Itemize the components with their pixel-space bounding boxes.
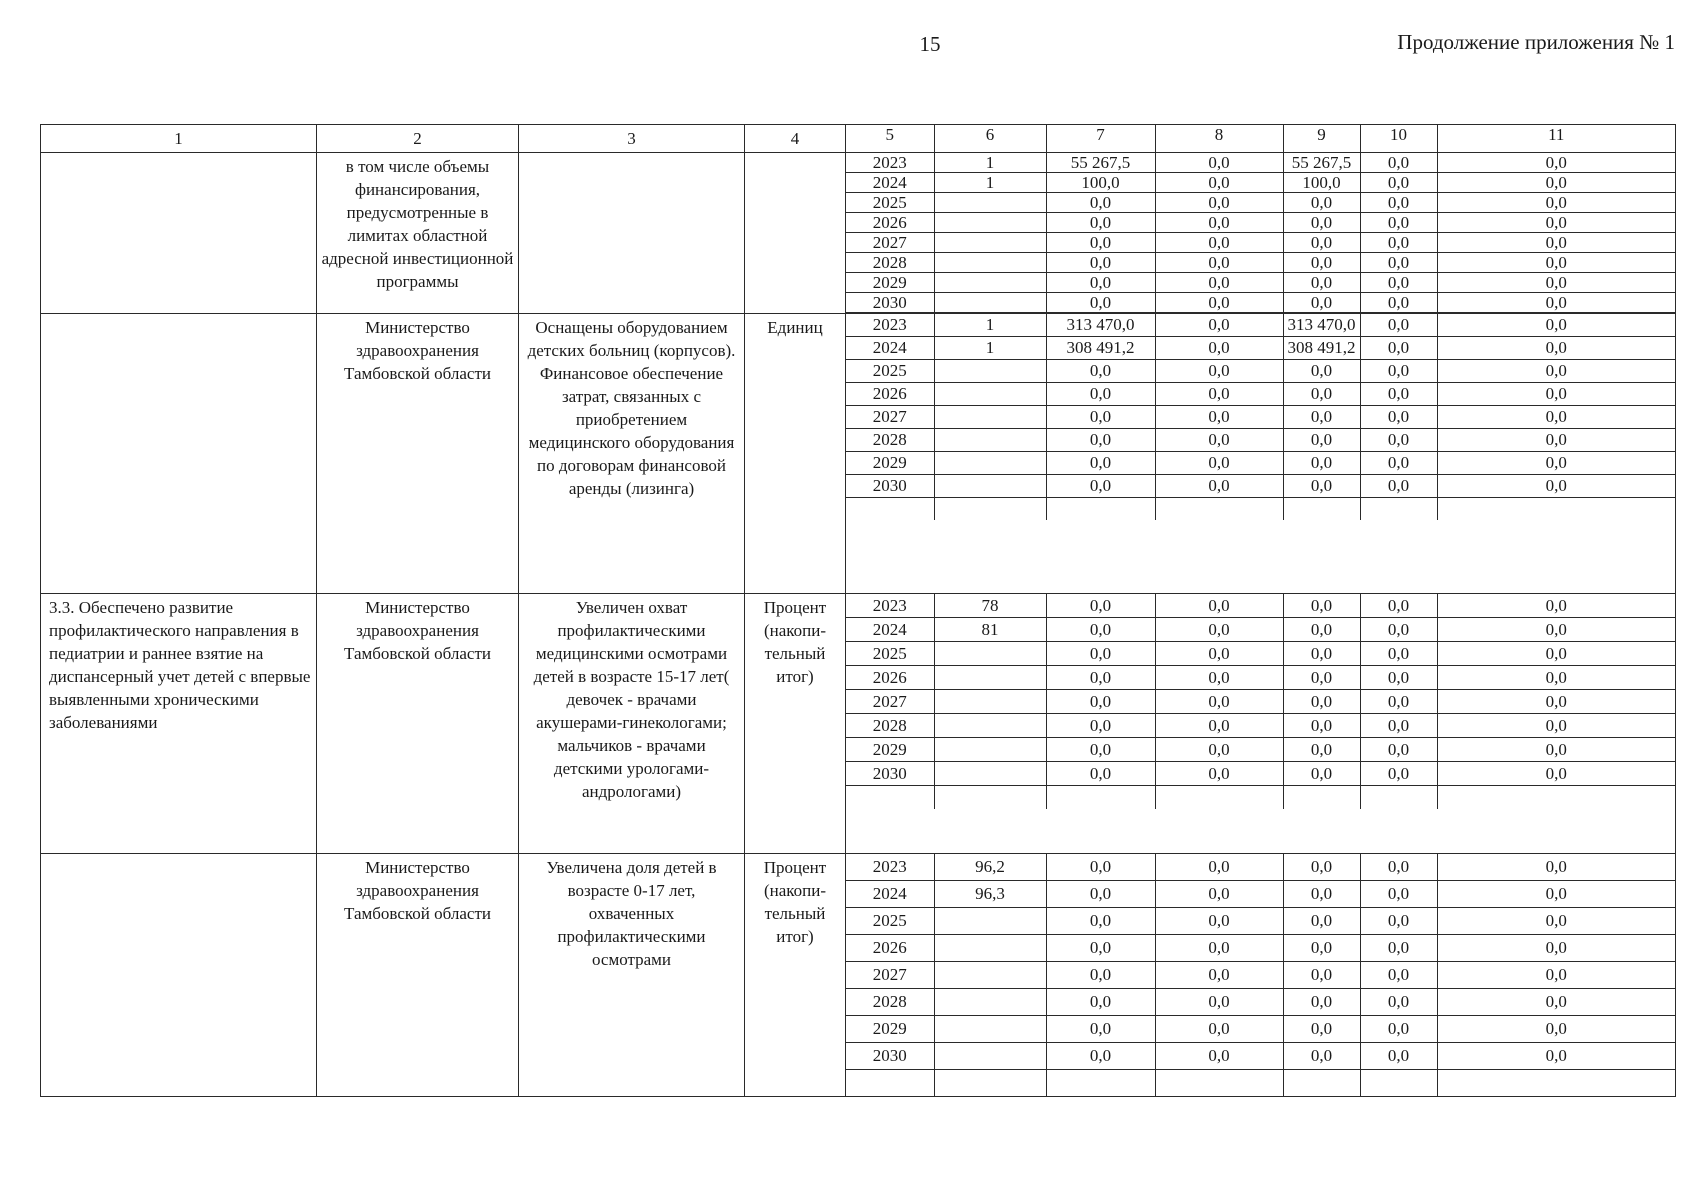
federal-funding-cell: 0,0	[1155, 690, 1283, 714]
year-cell: 2023	[846, 314, 934, 337]
year-row	[846, 213, 1675, 233]
yearly-values-cell	[846, 153, 1676, 314]
federal-funding-cell: 0,0	[1155, 253, 1283, 273]
regional-funding-cell: 0,0	[1283, 594, 1360, 618]
year-cell: 2023	[846, 153, 934, 173]
indicator-value-cell	[934, 429, 1046, 452]
indicator-value-cell	[934, 452, 1046, 475]
regional-funding-cell: 0,0	[1283, 253, 1360, 273]
column-header: 11	[1437, 125, 1675, 152]
regional-funding-cell: 0,0	[1283, 213, 1360, 233]
year-cell: 2030	[846, 293, 934, 313]
indicator-value-cell	[934, 935, 1046, 962]
other-sources-cell: 0,0	[1437, 962, 1675, 989]
other-sources-cell: 0,0	[1437, 337, 1675, 360]
year-row	[846, 690, 1675, 714]
local-funding-cell: 0,0	[1360, 253, 1437, 273]
federal-funding-cell: 0,0	[1155, 714, 1283, 738]
federal-funding-cell: 0,0	[1155, 337, 1283, 360]
local-funding-cell: 0,0	[1360, 475, 1437, 498]
indicator-value-cell	[934, 475, 1046, 498]
local-funding-cell: 0,0	[1360, 452, 1437, 475]
other-sources-cell: 0,0	[1437, 594, 1675, 618]
year-row	[846, 273, 1675, 293]
year-cell: 2029	[846, 738, 934, 762]
year-row	[846, 618, 1675, 642]
total-funding-cell: 0,0	[1046, 233, 1155, 253]
indicator-value-cell	[934, 1016, 1046, 1043]
year-cell: 2026	[846, 935, 934, 962]
year-row	[846, 173, 1675, 193]
year-row	[846, 935, 1675, 962]
local-funding-cell: 0,0	[1360, 962, 1437, 989]
column-header: 4	[745, 125, 846, 153]
local-funding-cell: 0,0	[1360, 738, 1437, 762]
federal-funding-cell: 0,0	[1155, 962, 1283, 989]
regional-funding-cell: 0,0	[1283, 273, 1360, 293]
year-row	[846, 253, 1675, 273]
table-row	[41, 594, 1676, 854]
federal-funding-cell: 0,0	[1155, 618, 1283, 642]
indicator-value-cell	[934, 690, 1046, 714]
federal-funding-cell: 0,0	[1155, 383, 1283, 406]
other-sources-cell: 0,0	[1437, 173, 1675, 193]
federal-funding-cell: 0,0	[1155, 314, 1283, 337]
regional-funding-cell: 0,0	[1283, 1043, 1360, 1070]
total-funding-cell: 0,0	[1046, 452, 1155, 475]
year-cell: 2029	[846, 452, 934, 475]
total-funding-cell: 0,0	[1046, 989, 1155, 1016]
column-header: 6	[934, 125, 1046, 152]
column-header-group	[846, 125, 1676, 153]
federal-funding-cell: 0,0	[1155, 1043, 1283, 1070]
total-funding-cell: 0,0	[1046, 594, 1155, 618]
federal-funding-cell: 0,0	[1155, 193, 1283, 213]
total-funding-cell: 0,0	[1046, 881, 1155, 908]
regional-funding-cell: 308 491,2	[1283, 337, 1360, 360]
year-cell: 2027	[846, 690, 934, 714]
regional-funding-cell: 100,0	[1283, 173, 1360, 193]
regional-funding-cell: 0,0	[1283, 989, 1360, 1016]
indicator-value-cell	[934, 642, 1046, 666]
indicator-description: Увеличена доля детей в возрасте 0-17 лет, охваченных профилактическими осмотрами	[546, 858, 717, 969]
year-cell: 2025	[846, 193, 934, 213]
year-row	[846, 881, 1675, 908]
column-header: 7	[1046, 125, 1155, 152]
regional-funding-cell: 0,0	[1283, 360, 1360, 383]
local-funding-cell: 0,0	[1360, 989, 1437, 1016]
local-funding-cell: 0,0	[1360, 293, 1437, 313]
indicator-value-cell	[934, 762, 1046, 786]
page-number: 15	[919, 32, 941, 56]
indicator-value-cell: 1	[934, 337, 1046, 360]
total-funding-cell: 0,0	[1046, 475, 1155, 498]
federal-funding-cell: 0,0	[1155, 213, 1283, 233]
other-sources-cell: 0,0	[1437, 314, 1675, 337]
responsible-executor: Министерство здравоохранения Тамбовской области	[344, 858, 491, 923]
result-description	[41, 153, 316, 157]
year-cell: 2028	[846, 714, 934, 738]
regional-funding-cell: 0,0	[1283, 935, 1360, 962]
federal-funding-cell: 0,0	[1155, 406, 1283, 429]
federal-funding-cell: 0,0	[1155, 854, 1283, 881]
regional-funding-cell: 0,0	[1283, 854, 1360, 881]
year-cell: 2026	[846, 383, 934, 406]
federal-funding-cell: 0,0	[1155, 273, 1283, 293]
regional-funding-cell: 0,0	[1283, 429, 1360, 452]
responsible-executor: Министерство здравоохранения Тамбовской области	[344, 598, 491, 663]
result-description	[41, 854, 316, 858]
local-funding-cell: 0,0	[1360, 881, 1437, 908]
other-sources-cell: 0,0	[1437, 908, 1675, 935]
other-sources-cell: 0,0	[1437, 213, 1675, 233]
other-sources-cell: 0,0	[1437, 293, 1675, 313]
year-row	[846, 233, 1675, 253]
local-funding-cell: 0,0	[1360, 642, 1437, 666]
indicator-value-cell	[934, 293, 1046, 313]
local-funding-cell: 0,0	[1360, 714, 1437, 738]
year-row	[846, 293, 1675, 313]
year-row	[846, 475, 1675, 498]
yearly-values-cell	[846, 314, 1676, 594]
year-row	[846, 193, 1675, 213]
indicator-value-cell	[934, 273, 1046, 293]
regional-funding-cell: 0,0	[1283, 406, 1360, 429]
year-cell: 2029	[846, 273, 934, 293]
other-sources-cell: 0,0	[1437, 153, 1675, 173]
other-sources-cell: 0,0	[1437, 762, 1675, 786]
total-funding-cell: 0,0	[1046, 1016, 1155, 1043]
federal-funding-cell: 0,0	[1155, 642, 1283, 666]
regional-funding-cell: 313 470,0	[1283, 314, 1360, 337]
federal-funding-cell: 0,0	[1155, 293, 1283, 313]
federal-funding-cell: 0,0	[1155, 360, 1283, 383]
regional-funding-cell: 0,0	[1283, 666, 1360, 690]
other-sources-cell: 0,0	[1437, 273, 1675, 293]
local-funding-cell: 0,0	[1360, 273, 1437, 293]
local-funding-cell: 0,0	[1360, 314, 1437, 337]
total-funding-cell: 313 470,0	[1046, 314, 1155, 337]
total-funding-cell: 0,0	[1046, 908, 1155, 935]
indicator-value-cell: 1	[934, 173, 1046, 193]
year-cell: 2026	[846, 666, 934, 690]
local-funding-cell: 0,0	[1360, 383, 1437, 406]
total-funding-cell: 308 491,2	[1046, 337, 1155, 360]
local-funding-cell: 0,0	[1360, 429, 1437, 452]
total-funding-cell: 0,0	[1046, 738, 1155, 762]
indicator-value-cell	[934, 233, 1046, 253]
total-funding-cell: 0,0	[1046, 213, 1155, 233]
year-row	[846, 666, 1675, 690]
total-funding-cell: 0,0	[1046, 429, 1155, 452]
year-row	[846, 594, 1675, 618]
unit-of-measure: Единиц	[767, 318, 823, 337]
indicator-description	[519, 153, 744, 157]
year-cell: 2024	[846, 173, 934, 193]
federal-funding-cell: 0,0	[1155, 233, 1283, 253]
year-row	[846, 314, 1675, 337]
regional-funding-cell: 0,0	[1283, 383, 1360, 406]
federal-funding-cell: 0,0	[1155, 173, 1283, 193]
year-row	[846, 738, 1675, 762]
year-row	[846, 452, 1675, 475]
column-header: 2	[317, 125, 519, 153]
result-description	[41, 314, 316, 318]
total-funding-cell: 0,0	[1046, 714, 1155, 738]
regional-funding-cell: 0,0	[1283, 962, 1360, 989]
local-funding-cell: 0,0	[1360, 666, 1437, 690]
indicator-value-cell	[934, 962, 1046, 989]
year-row	[846, 337, 1675, 360]
local-funding-cell: 0,0	[1360, 337, 1437, 360]
local-funding-cell: 0,0	[1360, 690, 1437, 714]
local-funding-cell: 0,0	[1360, 908, 1437, 935]
local-funding-cell: 0,0	[1360, 618, 1437, 642]
regional-funding-cell: 0,0	[1283, 690, 1360, 714]
indicator-value-cell	[934, 714, 1046, 738]
year-cell: 2024	[846, 881, 934, 908]
year-row	[846, 989, 1675, 1016]
indicator-value-cell	[934, 253, 1046, 273]
other-sources-cell: 0,0	[1437, 452, 1675, 475]
responsible-executor: в том числе объемы финансирования, предусмотренные в лимитах областной адресной инвестиционной программы	[321, 157, 514, 291]
total-funding-cell: 0,0	[1046, 406, 1155, 429]
year-cell: 2028	[846, 989, 934, 1016]
indicator-value-cell	[934, 908, 1046, 935]
year-cell: 2023	[846, 854, 934, 881]
total-funding-cell: 0,0	[1046, 854, 1155, 881]
federal-funding-cell: 0,0	[1155, 666, 1283, 690]
regional-funding-cell: 0,0	[1283, 618, 1360, 642]
year-cell: 2026	[846, 213, 934, 233]
other-sources-cell: 0,0	[1437, 642, 1675, 666]
other-sources-cell: 0,0	[1437, 854, 1675, 881]
column-header: 9	[1283, 125, 1360, 152]
other-sources-cell: 0,0	[1437, 360, 1675, 383]
local-funding-cell: 0,0	[1360, 406, 1437, 429]
total-funding-cell: 0,0	[1046, 762, 1155, 786]
year-row	[846, 854, 1675, 881]
result-description: 3.3. Обеспечено развитие профилактического направления в педиатрии и раннее взятие на диспансерный учет детей с впервые выявленными хроническими заболеваниями	[49, 598, 311, 732]
total-funding-cell: 0,0	[1046, 293, 1155, 313]
other-sources-cell: 0,0	[1437, 429, 1675, 452]
local-funding-cell: 0,0	[1360, 935, 1437, 962]
federal-funding-cell: 0,0	[1155, 429, 1283, 452]
year-cell: 2025	[846, 360, 934, 383]
year-cell: 2029	[846, 1016, 934, 1043]
year-cell: 2027	[846, 962, 934, 989]
other-sources-cell: 0,0	[1437, 1016, 1675, 1043]
other-sources-cell: 0,0	[1437, 881, 1675, 908]
year-cell: 2027	[846, 233, 934, 253]
regional-funding-cell: 0,0	[1283, 233, 1360, 253]
column-header: 10	[1360, 125, 1437, 152]
indicator-value-cell: 81	[934, 618, 1046, 642]
regional-funding-cell: 0,0	[1283, 475, 1360, 498]
year-cell: 2024	[846, 618, 934, 642]
regional-funding-cell: 0,0	[1283, 881, 1360, 908]
year-cell: 2030	[846, 762, 934, 786]
total-funding-cell: 0,0	[1046, 618, 1155, 642]
year-cell: 2024	[846, 337, 934, 360]
year-row	[846, 714, 1675, 738]
federal-funding-cell: 0,0	[1155, 153, 1283, 173]
indicator-value-cell	[934, 213, 1046, 233]
local-funding-cell: 0,0	[1360, 213, 1437, 233]
other-sources-cell: 0,0	[1437, 253, 1675, 273]
year-row	[846, 642, 1675, 666]
column-header: 1	[41, 125, 317, 153]
year-cell: 2023	[846, 594, 934, 618]
federal-funding-cell: 0,0	[1155, 452, 1283, 475]
local-funding-cell: 0,0	[1360, 153, 1437, 173]
year-row	[846, 962, 1675, 989]
federal-funding-cell: 0,0	[1155, 908, 1283, 935]
indicator-value-cell	[934, 193, 1046, 213]
federal-funding-cell: 0,0	[1155, 738, 1283, 762]
responsible-executor: Министерство здравоохранения Тамбовской области	[344, 318, 491, 383]
indicator-value-cell: 78	[934, 594, 1046, 618]
other-sources-cell: 0,0	[1437, 383, 1675, 406]
year-cell: 2028	[846, 429, 934, 452]
federal-funding-cell: 0,0	[1155, 762, 1283, 786]
unit-of-measure: Процент (накопи-тельный итог)	[763, 598, 827, 686]
local-funding-cell: 0,0	[1360, 173, 1437, 193]
indicator-value-cell	[934, 383, 1046, 406]
column-header: 8	[1155, 125, 1283, 152]
federal-funding-cell: 0,0	[1155, 881, 1283, 908]
total-funding-cell: 0,0	[1046, 1043, 1155, 1070]
total-funding-cell: 0,0	[1046, 383, 1155, 406]
other-sources-cell: 0,0	[1437, 690, 1675, 714]
other-sources-cell: 0,0	[1437, 989, 1675, 1016]
federal-funding-cell: 0,0	[1155, 1016, 1283, 1043]
local-funding-cell: 0,0	[1360, 762, 1437, 786]
indicator-value-cell	[934, 406, 1046, 429]
regional-funding-cell: 0,0	[1283, 452, 1360, 475]
regional-funding-cell: 0,0	[1283, 714, 1360, 738]
year-row	[846, 908, 1675, 935]
indicator-value-cell: 96,3	[934, 881, 1046, 908]
other-sources-cell: 0,0	[1437, 738, 1675, 762]
indicator-value-cell	[934, 1043, 1046, 1070]
year-cell: 2030	[846, 475, 934, 498]
total-funding-cell: 0,0	[1046, 935, 1155, 962]
total-funding-cell: 0,0	[1046, 193, 1155, 213]
indicator-value-cell	[934, 989, 1046, 1016]
regional-funding-cell: 0,0	[1283, 193, 1360, 213]
indicator-value-cell: 1	[934, 153, 1046, 173]
table-row	[41, 854, 1676, 1097]
year-row	[846, 153, 1675, 173]
total-funding-cell: 55 267,5	[1046, 153, 1155, 173]
total-funding-cell: 0,0	[1046, 666, 1155, 690]
year-row	[846, 406, 1675, 429]
appendix-continuation-label: Продолжение приложения № 1	[1397, 30, 1675, 54]
column-number-row	[41, 125, 1676, 153]
federal-funding-cell: 0,0	[1155, 594, 1283, 618]
yearly-values-cell	[846, 594, 1676, 854]
year-row	[846, 1016, 1675, 1043]
indicator-value-cell: 1	[934, 314, 1046, 337]
indicator-value-cell: 96,2	[934, 854, 1046, 881]
other-sources-cell: 0,0	[1437, 233, 1675, 253]
total-funding-cell: 0,0	[1046, 253, 1155, 273]
local-funding-cell: 0,0	[1360, 594, 1437, 618]
federal-funding-cell: 0,0	[1155, 935, 1283, 962]
other-sources-cell: 0,0	[1437, 618, 1675, 642]
year-cell: 2030	[846, 1043, 934, 1070]
year-cell: 2027	[846, 406, 934, 429]
year-cell: 2025	[846, 642, 934, 666]
indicator-description: Оснащены оборудованием детских больниц (корпусов). Финансовое обеспечение затрат, связанных с приобретением медицинского оборудования по договорам финансовой аренды (лизинга)	[527, 318, 736, 498]
local-funding-cell: 0,0	[1360, 1016, 1437, 1043]
local-funding-cell: 0,0	[1360, 360, 1437, 383]
other-sources-cell: 0,0	[1437, 406, 1675, 429]
total-funding-cell: 0,0	[1046, 962, 1155, 989]
regional-funding-cell: 0,0	[1283, 762, 1360, 786]
total-funding-cell: 0,0	[1046, 273, 1155, 293]
other-sources-cell: 0,0	[1437, 193, 1675, 213]
total-funding-cell: 100,0	[1046, 173, 1155, 193]
other-sources-cell: 0,0	[1437, 935, 1675, 962]
indicator-value-cell	[934, 666, 1046, 690]
other-sources-cell: 0,0	[1437, 666, 1675, 690]
regional-funding-cell: 0,0	[1283, 738, 1360, 762]
year-row	[846, 383, 1675, 406]
total-funding-cell: 0,0	[1046, 690, 1155, 714]
year-row	[846, 429, 1675, 452]
federal-funding-cell: 0,0	[1155, 989, 1283, 1016]
other-sources-cell: 0,0	[1437, 475, 1675, 498]
yearly-values-cell	[846, 854, 1676, 1097]
total-funding-cell: 0,0	[1046, 360, 1155, 383]
appendix-table	[40, 124, 1676, 1097]
year-cell: 2028	[846, 253, 934, 273]
other-sources-cell: 0,0	[1437, 714, 1675, 738]
regional-funding-cell: 0,0	[1283, 1016, 1360, 1043]
indicator-value-cell	[934, 360, 1046, 383]
regional-funding-cell: 0,0	[1283, 293, 1360, 313]
total-funding-cell: 0,0	[1046, 642, 1155, 666]
federal-funding-cell: 0,0	[1155, 475, 1283, 498]
table-row	[41, 153, 1676, 314]
column-header: 5	[885, 125, 894, 144]
unit-of-measure: Процент (накопи-тельный итог)	[763, 858, 827, 946]
other-sources-cell: 0,0	[1437, 1043, 1675, 1070]
unit-of-measure	[745, 153, 845, 157]
year-row	[846, 762, 1675, 786]
local-funding-cell: 0,0	[1360, 233, 1437, 253]
year-row	[846, 1043, 1675, 1070]
indicator-description: Увеличен охват профилактическими медицинскими осмотрами детей в возрасте 15-17 лет( девочек - врачами акушерами-гинекологами; мальчиков - врачами детскими урологами-андрологами)	[533, 598, 730, 801]
regional-funding-cell: 55 267,5	[1283, 153, 1360, 173]
column-header: 3	[519, 125, 745, 153]
local-funding-cell: 0,0	[1360, 193, 1437, 213]
indicator-value-cell	[934, 738, 1046, 762]
table-row	[41, 314, 1676, 594]
local-funding-cell: 0,0	[1360, 1043, 1437, 1070]
year-row	[846, 360, 1675, 383]
regional-funding-cell: 0,0	[1283, 908, 1360, 935]
year-cell: 2025	[846, 908, 934, 935]
local-funding-cell: 0,0	[1360, 854, 1437, 881]
regional-funding-cell: 0,0	[1283, 642, 1360, 666]
